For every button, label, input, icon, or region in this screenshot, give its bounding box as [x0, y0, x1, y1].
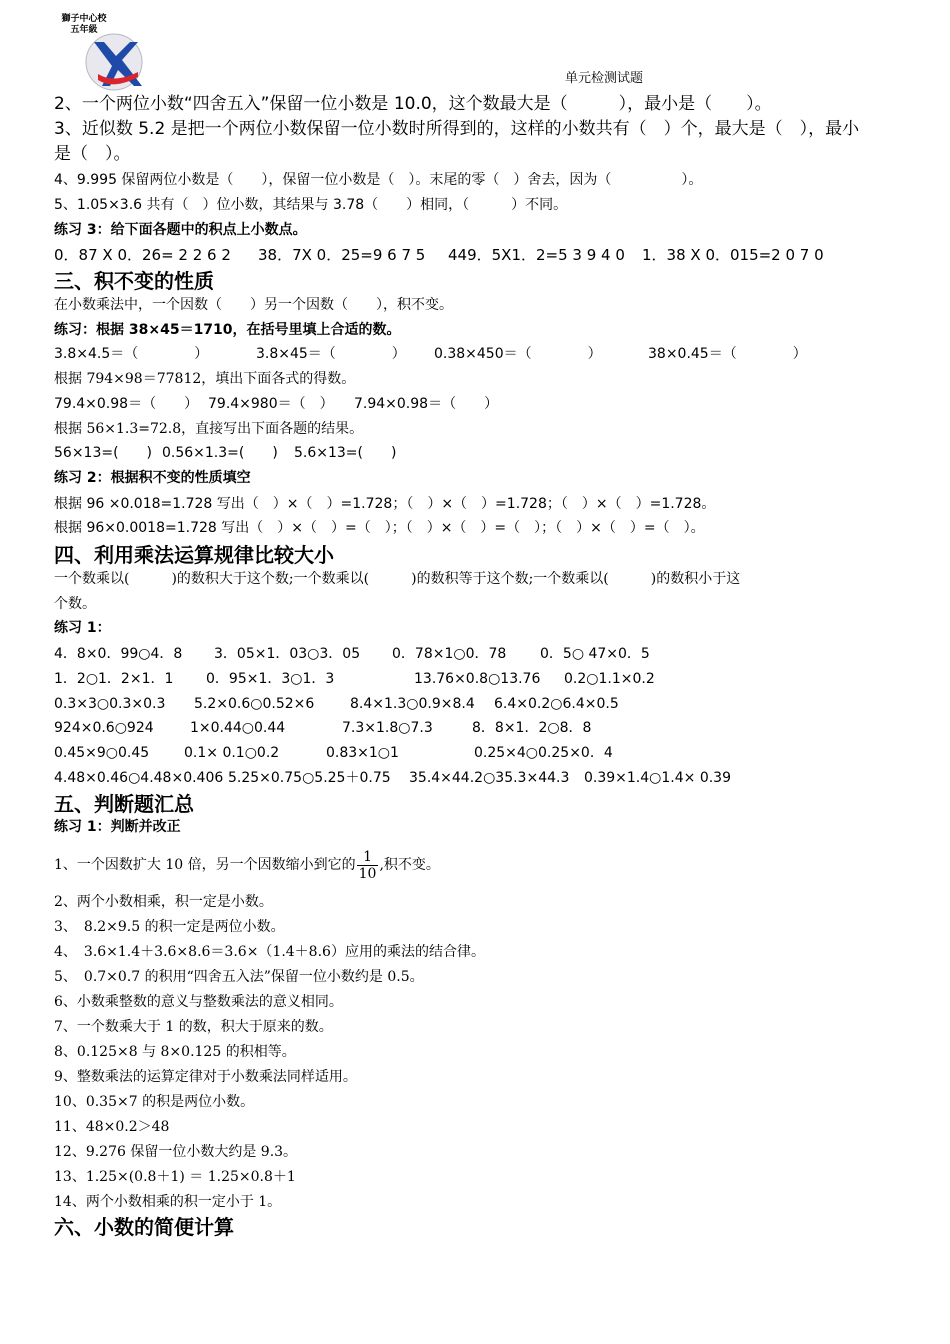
judge-item: 6、小数乘整数的意义与整数乘法的意义相同。: [54, 994, 343, 1010]
judge-item: 9、整数乘法的运算定律对于小数乘法同样适用。: [54, 1069, 357, 1085]
section-3-given2: 根据 794×98＝77812，填出下面各式的得数。: [54, 371, 356, 387]
unit-title: 单元检测试题: [565, 71, 644, 86]
school-name-line2: 五年級: [70, 25, 98, 35]
fill-item: 56×13=( ): [54, 445, 153, 461]
compare-item: 4．8×0．99○4．8: [54, 646, 183, 662]
judge-item: 4、 3.6×1.4＋3.6×8.6＝3.6×（1.4＋8.6）应用的乘法的结合律。: [54, 944, 485, 960]
compare-item: 1×0.44○0.44: [190, 720, 286, 736]
section-4-practice: 练习 1：: [54, 620, 111, 636]
question-2: 2、一个两位小数“四舍五入”保留一位小数是 10.0，这个数最大是（ ），最小是（ ）。: [54, 94, 772, 114]
section-3-practice: 练习：根据 38×45＝1710，在括号里填上合适的数。: [54, 322, 401, 338]
compare-item: 8．8×1．2○8．8: [472, 720, 592, 736]
judge-item: 11、48×0.2＞48: [54, 1119, 170, 1135]
fill-item: 3.8×4.5＝（ ）: [54, 346, 209, 362]
section-3-given3: 根据 56×1.3=72.8，直接写出下面各题的结果。: [54, 421, 364, 437]
judge-item: 2、两个小数相乘，积一定是小数。: [54, 894, 273, 910]
judge-item-1-after: ,积不变。: [379, 857, 440, 873]
question-3-line2: 是（ ）。: [54, 144, 131, 164]
compare-item: 5.2×0.6○0.52×6: [194, 696, 315, 712]
compare-item: 0.3×3○0.3×0.3: [54, 696, 166, 712]
compare-item: 0.39×1.4○1.4× 0.39: [584, 770, 731, 786]
school-name-line1: 獅子中心校: [61, 14, 107, 24]
judge-item: 3、 8.2×9.5 的积一定是两位小数。: [54, 919, 285, 935]
section-3-rule: 在小数乘法中，一个因数（ ）另一个因数（ ），积不变。: [54, 297, 453, 313]
compare-item: 5.25×0.75○5.25＋0.75: [228, 770, 391, 786]
compare-item: 8.4×1.3○0.9×8.4: [350, 696, 475, 712]
judge-item: 14、两个小数相乘的积一定小于 1。: [54, 1194, 282, 1210]
compare-item: 0.25×4○0.25×0．4: [474, 745, 613, 761]
compare-item: 7.3×1.8○7.3: [342, 720, 433, 736]
section-3-fill1: 根据 96 ×0.018=1.728 写出（ ）×（ ）=1.728；（ ）×（ ）=1.728；（ ）×（ ）=1.728。: [54, 496, 716, 512]
question-5: 5、1.05×3.6 共有（ ）位小数，其结果与 3.78（ ）相同，（ ）不同。: [54, 197, 568, 213]
fraction-denominator: 10: [358, 865, 377, 882]
compare-item: 13.76×0.8○13.76: [414, 671, 541, 687]
question-4: 4、9.995 保留两位小数是（ ），保留一位小数是（ ）。末尾的零（ ）舍去，因为（ ）。: [54, 172, 703, 188]
judge-item: 10、0.35×7 的积是两位小数。: [54, 1094, 255, 1110]
judge-item-1: [54, 846, 902, 884]
judge-item: 8、0.125×8 与 8×0.125 的积相等。: [54, 1044, 296, 1060]
fill-item: 38×0.45＝（ ）: [648, 346, 807, 362]
section-3-practice2: 练习 2：根据积不变的性质填空: [54, 470, 251, 486]
compare-item: 0．78×1○0．78: [392, 646, 507, 662]
compare-item: 924×0.6○924: [54, 720, 154, 736]
practice-3-item: 449．5X1．2=5 3 9 4 0: [448, 246, 625, 264]
school-name: [54, 14, 114, 36]
compare-item: 4.48×0.46○4.48×0.406: [54, 770, 224, 786]
compare-item: 3．05×1．03○3．05: [214, 646, 361, 662]
practice-3-title: 练习 3：给下面各题中的积点上小数点。: [54, 222, 307, 238]
compare-item: 1．2○1．2×1．1: [54, 671, 174, 687]
practice-3-item: 0．87 X 0．26= 2 2 6 2: [54, 246, 231, 264]
section-4-rule-line1: 一个数乘以( )的数积大于这个数;一个数乘以( )的数积等于这个数;一个数乘以( )的数积小于这: [54, 571, 741, 587]
fill-item: 3.8×45＝（ ）: [256, 346, 406, 362]
practice-3-item: 38．7X 0．25=9 6 7 5: [258, 246, 426, 264]
question-3-line1: 3、近似数 5.2 是把一个两位小数保留一位小数时所得到的，这样的小数共有（ ）个，最大是（ ），最小: [54, 119, 860, 139]
compare-item: 0．5○ 47×0．5: [540, 646, 650, 662]
section-4-title: 四、利用乘法运算规律比较大小: [54, 543, 334, 567]
judge-item: 7、一个数乘大于 1 的数，积大于原来的数。: [54, 1019, 333, 1035]
fill-item: 5.6×13=( ): [294, 445, 397, 461]
fill-item: 0.56×1.3=( ): [162, 445, 278, 461]
judge-item: 13、1.25×(0.8＋1) ＝ 1.25×0.8＋1: [54, 1169, 296, 1185]
fraction: [357, 849, 379, 882]
compare-item: 0.45×9○0.45: [54, 745, 150, 761]
judge-item-1-before: 1、一个因数扩大 10 倍，另一个因数缩小到它的: [54, 857, 356, 873]
section-3-fill2: 根据 96×0.0018=1.728 写出（ ）×（ ）=（ ）；（ ）×（ ）=（ ）；（ ）×（ ）=（ ）。: [54, 520, 705, 536]
section-4-rule-line2: 个数。: [54, 596, 96, 612]
compare-item: 0.83×1○1: [326, 745, 399, 761]
fill-item: 7.94×0.98＝（ ）: [354, 396, 499, 412]
fill-item: 0.38×450＝（ ）: [434, 346, 602, 362]
practice-3-item: 1．38 X 0．015=2 0 7 0: [642, 246, 824, 264]
section-5-practice: 练习 1：判断并改正: [54, 819, 181, 835]
section-3-title: 三、积不变的性质: [54, 269, 214, 293]
section-5-title: 五、判断题汇总: [54, 792, 194, 816]
judge-item: 5、 0.7×0.7 的积用“四舍五入法”保留一位小数约是 0.5。: [54, 969, 424, 985]
fill-item: 79.4×980＝（ ）: [208, 396, 334, 412]
fraction-numerator: 1: [357, 849, 379, 866]
compare-item: 0．95×1．3○1．3: [206, 671, 335, 687]
compare-item: 6.4×0.2○6.4×0.5: [494, 696, 619, 712]
judge-item: 12、9.276 保留一位小数大约是 9.3。: [54, 1144, 298, 1160]
compare-item: 35.4×44.2○35.3×44.3: [409, 770, 570, 786]
section-6-title: 六、小数的简便计算: [54, 1215, 234, 1239]
fill-item: 79.4×0.98＝（ ）: [54, 396, 199, 412]
compare-item: 0.1× 0.1○0.2: [184, 745, 280, 761]
compare-item: 0.2○1.1×0.2: [564, 671, 655, 687]
